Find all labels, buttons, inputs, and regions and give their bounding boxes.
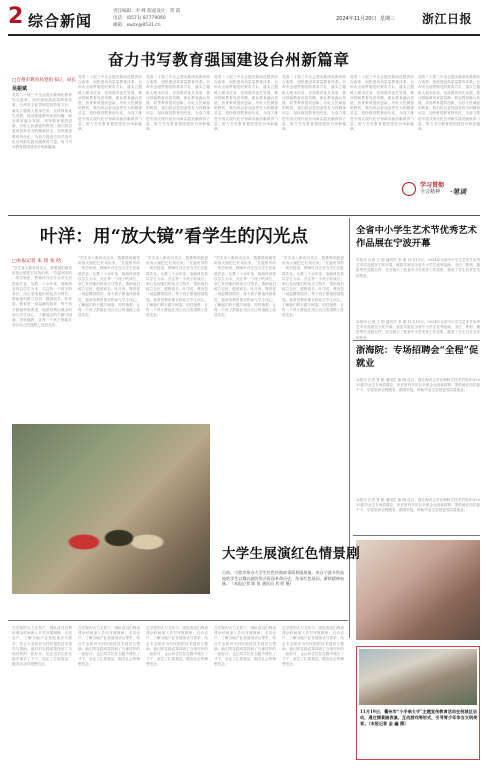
commentary-byline: □台州市教育局党组书记、局长 bbox=[12, 78, 77, 83]
bottom-body-4: 在学校的大力支持下，团队成员们利用课余时间深入乡村开展调研，走访农户，了解当地产业发展现状与需求，结合专业知识为村民提供技术指导与帮助。他们的实践成果得到了当地村民的一致好评，也让同学们在实践中增长了才干，坚定了扎根基层、服务社会的理想信念。 bbox=[214, 626, 276, 667]
header-weekday: 星期三 bbox=[380, 16, 396, 22]
divider-right-1 bbox=[353, 340, 480, 341]
divider-2 bbox=[8, 620, 348, 621]
article1-body-5: “学生身上都有闪光点，我要做的就是用放大镜把它们找出来。”在温州市的一所学校里，教师叶洋正在为学生们批改作业。从教二十余年来，他始终坚持以学生为本，关注每一个孩子的成长，用心发现他们的优点与特长，帮助他们树立自信、健康成长。叶洋说，教育是一场温暖的陪伴，每个孩子都值得被看见。他常常利用课余时间与学生谈心，了解他们的兴趣与困惑，因材施教，让每一个孩子都能在适合自己的道路上绽放光彩。 bbox=[282, 256, 344, 318]
commentary-body-5: 党的二十届三中全会提出要深化教育综合改革，加快建设高质量教育体系。台州市全面贯彻党的教育方针，落实立德树人根本任务，坚持教育优先发展，推动基础教育优质均衡，职业教育融合发展，高等教育提质创新，办好人民满意的教育。我们将以更加奋发有为的精神状态，加快推进教育现代化，为奋力推进中国式现代化台州新实践贡献教育力量，努力书写教育强国建设台州新篇章。 bbox=[282, 75, 346, 132]
commentary-body-1: 党的二十届三中全会提出要深化教育综合改革，加快建设高质量教育体系。台州市全面贯彻党的教育方针，落实立德树人根本任务，坚持教育优先发展，推动基础教育优质均衡，职业教育融合发展，高等教育提质创新，办好人民满意的教育。我们将以更加奋发有为的精神状态，加快推进教育现代化，为奋力推进中国式现代化台州新实践贡献教育力量，努力书写教育强国建设台州新篇章。 bbox=[12, 93, 72, 150]
header-info-editor: 责任编辑：李 峰 版面设计：常 霞 bbox=[113, 9, 181, 14]
header-info-email: 邮箱：xwzx@8531.cn bbox=[113, 23, 161, 28]
header bbox=[8, 6, 480, 34]
article3-headline: 浙海院：专场招聘会“全程”促就业 bbox=[356, 345, 479, 369]
photo-caption: 日前，宁波市举办大学生红色经典故事情景剧展演。来自宁波多所高校的学生以舞台剧的形式再现革命历史，传承红色基因，赓续精神血脉。（本报记者 陈 岗 通讯员 刘 明 摄） bbox=[222, 570, 344, 587]
vertical-divider-right bbox=[349, 218, 350, 638]
highlight-photo bbox=[359, 649, 477, 705]
article3-body-1: 本报讯 记者 张 帆 通讯员 陈 晓 近日，浙江海洋大学东海科学技术学院举办2025届毕业生专场招聘会，来自省内外的百余家企业进校招聘，提供就业岗位数千个。学校坚持全程服务、精准对接，帮助毕业生实现更高质量就业。 bbox=[356, 378, 480, 393]
commentary-body-4: 党的二十届三中全会提出要深化教育综合改革，加快建设高质量教育体系。台州市全面贯彻党的教育方针，落实立德树人根本任务，坚持教育优先发展，推动基础教育优质均衡，职业教育融合发展，高等教育提质创新，办好人民满意的教育。我们将以更加奋发有为的精神状态，加快推进教育现代化，为奋力推进中国式现代化台州新实践贡献教育力量，努力书写教育强国建设台州新篇章。 bbox=[214, 75, 278, 132]
commentary-body-6: 党的二十届三中全会提出要深化教育综合改革，加快建设高质量教育体系。台州市全面贯彻党的教育方针，落实立德树人根本任务，坚持教育优先发展，推动基础教育优质均衡，职业教育融合发展，高等教育提质创新，办好人民满意的教育。我们将以更加奋发有为的精神状态，加快推进教育现代化，为奋力推进中国式现代化台州新实践贡献教育力量，努力书写教育强国建设台州新篇章。 bbox=[350, 75, 414, 132]
pin-icon bbox=[402, 182, 416, 196]
newspaper-logo: 浙江日报 bbox=[422, 12, 473, 26]
header-info-phone: 电话：(0571) 87779060 bbox=[113, 16, 166, 21]
bottom-body-3: 在学校的大力支持下，团队成员们利用课余时间深入乡村开展调研，走访农户，了解当地产业发展现状与需求，结合专业知识为村民提供技术指导与帮助。他们的实践成果得到了当地村民的一致好评，也让同学们在实践中增长了才干，坚定了扎根基层、服务社会的理想信念。 bbox=[146, 626, 208, 667]
article2-body-2: 本报讯 记者 王 婷 通讯员 李 明 11月19日，2024年全省中小学生艺术节优秀艺术作品展在宁波开幕。展览共展出全省中小学生优秀绘画、书法、篆刻、摄影等作品数百件，充分展示了我省中小学美育工作成果，激发了学生们对艺术的热爱。 bbox=[356, 320, 480, 340]
pin-label-box bbox=[400, 178, 480, 206]
article3-body-2: 本报讯 记者 张 帆 通讯员 陈 晓 近日，浙江海洋大学东海科学技术学院举办2025届毕业生专场招聘会，来自省内外的百余家企业进校招聘，提供就业岗位数千个。学校坚持全程服务、精准对接，帮助毕业生实现更高质量就业。 bbox=[356, 498, 480, 513]
commentary-body-3: 党的二十届三中全会提出要深化教育综合改革，加快建设高质量教育体系。台州市全面贯彻党的教育方针，落实立德树人根本任务，坚持教育优先发展，推动基础教育优质均衡，职业教育融合发展，高等教育提质创新，办好人民满意的教育。我们将以更加奋发有为的精神状态，加快推进教育现代化，为奋力推进中国式现代化台州新实践贡献教育力量，努力书写教育强国建设台州新篇章。 bbox=[146, 75, 210, 132]
bottom-body-5: 在学校的大力支持下，团队成员们利用课余时间深入乡村开展调研，走访农户，了解当地产业发展现状与需求，结合专业知识为村民提供技术指导与帮助。他们的实践成果得到了当地村民的一致好评，也让同学们在实践中增长了才干，坚定了扎根基层、服务社会的理想信念。 bbox=[282, 626, 344, 667]
article1-body-3: “学生身上都有闪光点，我要做的就是用放大镜把它们找出来。”在温州市的一所学校里，教师叶洋正在为学生们批改作业。从教二十余年来，他始终坚持以学生为本，关注每一个孩子的成长，用心发现他们的优点与特长，帮助他们树立自信、健康成长。叶洋说，教育是一场温暖的陪伴，每个孩子都值得被看见。他常常利用课余时间与学生谈心，了解他们的兴趣与困惑，因材施教，让每一个孩子都能在适合自己的道路上绽放光彩。 bbox=[146, 256, 208, 318]
bottom-body-1: 在学校的大力支持下，团队成员们利用课余时间深入乡村开展调研，走访农户，了解当地产业发展现状与需求，结合专业知识为村民提供技术指导与帮助。他们的实践成果得到了当地村民的一致好评，也让同学们在实践中增长了才干，坚定了扎根基层、服务社会的理想信念。 bbox=[12, 626, 72, 667]
section-title: 综合新闻 bbox=[28, 12, 93, 30]
article1-body-4: “学生身上都有闪光点，我要做的就是用放大镜把它们找出来。”在温州市的一所学校里，教师叶洋正在为学生们批改作业。从教二十余年来，他始终坚持以学生为本，关注每一个孩子的成长，用心发现他们的优点与特长，帮助他们树立自信、健康成长。叶洋说，教育是一场温暖的陪伴，每个孩子都值得被看见。他常常利用课余时间与学生谈心，了解他们的兴趣与困惑，因材施教，让每一个孩子都能在适合自己的道路上绽放光彩。 bbox=[214, 256, 276, 318]
stage-photo bbox=[12, 424, 210, 594]
article1-body-2: “学生身上都有闪光点，我要做的就是用放大镜把它们找出来。”在温州市的一所学校里，教师叶洋正在为学生们批改作业。从教二十余年来，他始终坚持以学生为本，关注每一个孩子的成长，用心发现他们的优点与特长，帮助他们树立自信、健康成长。叶洋说，教育是一场温暖的陪伴，每个孩子都值得被看见。他常常利用课余时间与学生谈心，了解他们的兴趣与困惑，因材施教，让每一个孩子都能在适合自己的道路上绽放光彩。 bbox=[78, 256, 140, 318]
pin-label-line2: 全会精神 bbox=[420, 189, 441, 195]
bottom-body-2: 在学校的大力支持下，团队成员们利用课余时间深入乡村开展调研，走访农户，了解当地产业发展现状与需求，结合专业知识为村民提供技术指导与帮助。他们的实践成果得到了当地村民的一致好评，也让同学们在实践中增长了才干，坚定了扎根基层、服务社会的理想信念。 bbox=[78, 626, 140, 667]
article1-body-1: “学生身上都有闪光点，我要做的就是用放大镜把它们找出来。”在温州市的一所学校里，教师叶洋正在为学生们批改作业。从教二十余年来，他始终坚持以学生为本，关注每一个孩子的成长，用心发现他们的优点与特长，帮助他们树立自信、健康成长。叶洋说，教育是一场温暖的陪伴，每个孩子都值得被看见。他常常利用课余时间与学生谈心，了解他们的兴趣与困惑，因材施教，让每一个孩子都能在适合自己的道路上绽放光彩。 bbox=[12, 266, 72, 328]
divider-right-2 bbox=[353, 535, 480, 536]
commentary-author: 吴振斌 bbox=[12, 86, 28, 92]
stage-photo-figures bbox=[42, 494, 182, 574]
right-photo bbox=[356, 540, 480, 640]
highlight-caption-box bbox=[356, 646, 480, 760]
divider-1 bbox=[8, 215, 480, 216]
header-date: 2024年11月20日 bbox=[336, 16, 377, 22]
article1-byline: □本报记者 朱 琦 张 晗 bbox=[12, 259, 62, 264]
article1-headline: 叶洋：用“放大镜”看学生的闪光点 bbox=[40, 227, 309, 247]
header-rule bbox=[8, 34, 480, 36]
photo-story-headline: 大学生展演红色情景剧 bbox=[222, 546, 360, 562]
article2-headline: 全省中小学生艺术节优秀艺术作品展在宁波开幕 bbox=[356, 225, 477, 249]
article2-body-1: 本报讯 记者 王 婷 通讯员 李 明 11月19日，2024年全省中小学生艺术节优秀艺术作品展在宁波开幕。展览共展出全省中小学生优秀绘画、书法、篆刻、摄影等作品数百件，充分展示了我省中小学美育工作成果，激发了学生们对艺术的热爱。 bbox=[356, 258, 480, 278]
pin-label-line3: ·笔谈 bbox=[450, 187, 467, 196]
pin-label-line1: 学习贯彻 bbox=[420, 182, 445, 189]
commentary-headline: 奋力书写教育强国建设台州新篇章 bbox=[108, 50, 350, 69]
commentary-body-7: 党的二十届三中全会提出要深化教育综合改革，加快建设高质量教育体系。台州市全面贯彻党的教育方针，落实立德树人根本任务，坚持教育优先发展，推动基础教育优质均衡，职业教育融合发展，高等教育提质创新，办好人民满意的教育。我们将以更加奋发有为的精神状态，加快推进教育现代化，为奋力推进中国式现代化台州新实践贡献教育力量，努力书写教育强国建设台州新篇章。 bbox=[418, 75, 480, 132]
commentary-body-2: 党的二十届三中全会提出要深化教育综合改革，加快建设高质量教育体系。台州市全面贯彻党的教育方针，落实立德树人根本任务，坚持教育优先发展，推动基础教育优质均衡，职业教育融合发展，高等教育提质创新，办好人民满意的教育。我们将以更加奋发有为的精神状态，加快推进教育现代化，为奋力推进中国式现代化台州新实践贡献教育力量，努力书写教育强国建设台州新篇章。 bbox=[78, 75, 142, 132]
section-number: 2 bbox=[8, 4, 24, 29]
highlight-caption-text: 11月19日，衢州市“小手牵大手”主题宣传教育活动在柯城区启动，通过情景剧表演、互动游戏等形式，引导青少年争当文明使者。（本报记者 金 鑫 摄） bbox=[360, 709, 478, 726]
